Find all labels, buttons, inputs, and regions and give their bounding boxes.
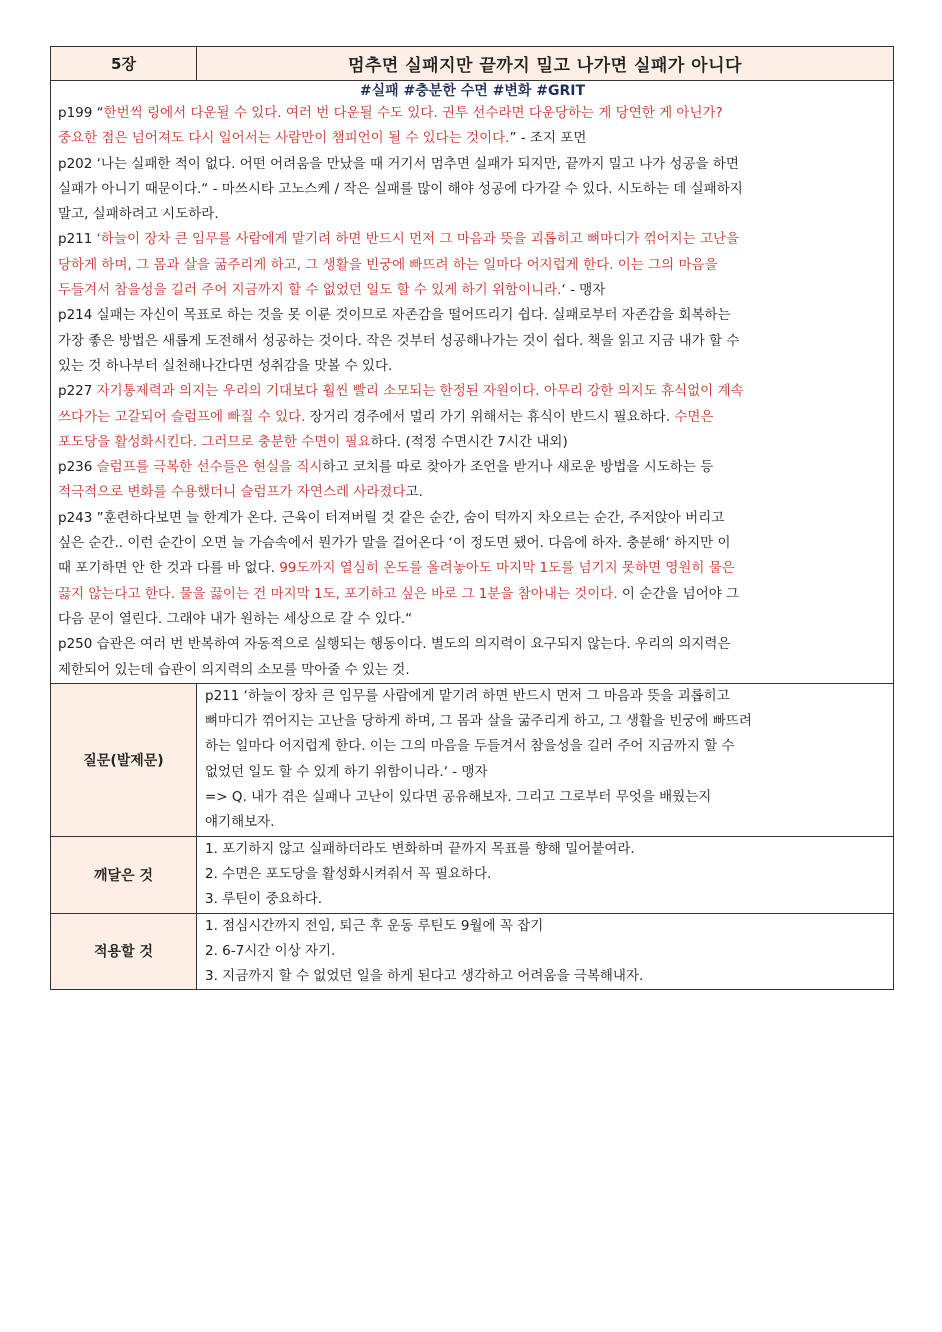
section-line: 뼈마디가 꺾어지는 고난을 당하게 하며, 그 몸과 살을 굶주리게 하고, 그 생활을 빈궁에 빠뜨려 <box>205 713 752 730</box>
passages <box>58 101 887 683</box>
section-content-apply <box>197 913 894 990</box>
section-row-realization <box>51 836 894 913</box>
chapter-number: 5장 <box>51 47 197 81</box>
section-line: => Q. 내가 겪은 실패나 고난이 있다면 공유해보자. 그리고 그로부터 무엇을 배웠는지 <box>205 789 712 806</box>
passage <box>58 152 887 228</box>
section-content-question <box>197 683 894 836</box>
section-label-realization: 깨달은 것 <box>51 836 197 913</box>
highlight-text: 한번씩 링에서 다운될 수 있다. 여러 번 다운될 수도 있다. 권투 선수라면 다운당하는 게 당연한 게 아닌가? 중요한 점은 넘어져도 다시 일어서는 사람만이 챔피언이 될 수 있다는 것이다. <box>58 105 723 147</box>
passage <box>58 455 887 506</box>
passage <box>58 303 887 379</box>
section-content-realization <box>197 836 894 913</box>
section-label-apply: 적용할 것 <box>51 913 197 990</box>
passage-text: 하고 코치를 따로 찾아가 조언을 받거나 새로운 방법을 시도하는 등 <box>322 459 714 476</box>
highlight-text: 99도까지 열심히 온도를 올려놓아도 마지막 1도를 넘기지 못하면 영원히 물은 끓지 않는다고 한다. 물을 끓이는 건 마지막 1도, 포기하고 싶은 바로 그 1분을 참아내는 것이다. <box>58 560 735 602</box>
passage-text: 고. <box>405 484 423 501</box>
hashtags: #실패 #충분한 수면 #변화 #GRIT <box>359 83 586 99</box>
section-label-question: 질문(발제문) <box>51 683 197 836</box>
section-line: 하는 일마다 어지럽게 한다. 이는 그의 마음을 두들겨서 참을성을 길러 주어 지금까지 할 수 <box>205 738 735 755</box>
section-line: 1. 점심시간까지 전임, 퇴근 후 운동 루틴도 9월에 꼭 잡기 <box>205 917 544 934</box>
passage <box>58 632 887 683</box>
header-row <box>51 47 894 81</box>
passage-text: p211 <box>58 231 97 248</box>
passage-text: p250 습관은 여러 번 반복하여 자동적으로 실행되는 행동이다. 별도의 의지력이 요구되지 않는다. 우리의 의지력은 제한되어 있는데 습관이 의지력의 소모를 막아줄 수 있는 것. <box>58 636 731 678</box>
passage-text: 장거리 경주에서 멀리 가기 위해서는 휴식이 반드시 필요하다. <box>305 408 675 425</box>
passage-text: 하다. (적정 수면시간 7시간 내외) <box>370 433 568 450</box>
section-line: 3. 지금까지 할 수 없었던 일을 하게 된다고 생각하고 어려움을 극복해내자. <box>205 968 644 985</box>
highlight-text: 적극적으로 변화를 수용했더니 슬럼프가 자연스레 사라졌다 <box>58 484 406 501</box>
highlight-text: 슬럼프를 극복한 선수들은 현실을 직시 <box>96 459 323 476</box>
section-row-apply <box>51 913 894 990</box>
passage-text: p199 “ <box>58 105 104 121</box>
section-line: 1. 포기하지 않고 실패하더라도 변화하며 끝까지 목표를 향해 밀어붙여라. <box>205 840 635 857</box>
passage-text: ” - 조지 포먼 <box>509 130 587 147</box>
section-line: 3. 루틴이 중요하다. <box>205 891 323 908</box>
summary-cell <box>51 81 894 684</box>
passage-text: p227 <box>58 383 97 400</box>
passage <box>58 101 887 152</box>
highlight-text: 자기통제력과 의지는 우리의 기대보다 훨씬 빨리 소모되는 한정된 자원이다. 아무리 강한 의지도 휴식없이 계속 쓰다가는 고갈되어 슬럼프에 빠질 수 있다. <box>58 383 744 425</box>
reading-note-table <box>50 46 894 990</box>
passage <box>58 506 887 632</box>
passage-text: 이 순간을 넘어야 그 다음 문이 열린다. 그래야 내가 원하는 세상으로 갈 수 있다.“ <box>58 585 740 627</box>
section-line: p211 ‘하늘이 장차 큰 임무를 사람에게 맡기려 하면 반드시 먼저 그 마음과 뜻을 괴롭히고 <box>205 687 730 704</box>
section-line: 2. 6-7시간 이상 자기. <box>205 942 336 959</box>
passage-text: p214 실패는 자신이 목표로 하는 것을 못 이룬 것이므로 자존감을 떨어뜨리기 쉽다. 실패로부터 자존감을 회복하는 가장 좋은 방법은 새롭게 도전해서 성공하는 것이다. 작은 것부터 성공해나가는 것이 쉽다. 책을 읽고 지금 내가 할 수 있는 것 하나부터 실천해나간다면 성취감을 맛볼 수 있다. <box>58 307 740 374</box>
highlight-text: ‘하늘이 장차 큰 임무를 사람에게 맡기려 하면 반드시 먼저 그 마음과 뜻을 괴롭히고 뼈마디가 꺾어지는 고난을 당하게 하며, 그 몸과 살을 굶주리게 하고, 그 생활을 빈궁에 빠뜨려 하는 일마다 어지럽게 한다. 이는 그의 마음을 두들겨서 참을성을 길러 주어 지금까지 할 수 없었던 일도 할 수 있게 하기 위함이니라. <box>58 231 740 299</box>
passage <box>58 379 887 455</box>
passage <box>58 227 887 303</box>
section-line: 얘기해보자. <box>205 814 275 831</box>
chapter-title: 멈추면 실패지만 끝까지 밀고 나가면 실패가 아니다 <box>197 47 894 81</box>
passage-text: p236 <box>58 459 97 476</box>
section-line: 2. 수면은 포도당을 활성화시켜줘서 꼭 필요하다. <box>205 865 492 882</box>
highlight-text: 수면은 포도당을 활성화시킨다. 그러므로 충분한 수면이 필요 <box>58 408 714 450</box>
section-line: 없었던 일도 할 수 있게 하기 위함이니라.‘ - 맹자 <box>205 763 488 780</box>
passage-text: p202 ‘나는 실패한 적이 없다. 어떤 어려움을 만났을 때 거기서 멈추면 실패가 되지만, 끝까지 밀고 나가 성공을 하면 실패가 아니기 때문이다.“ - 마쓰시타 고노스케 / 작은 실패를 많이 해야 성공에 다가갈 수 있다. 시도하는 데 실패하지 말고, 실패하려고 시도하라. <box>58 155 743 223</box>
summary-row <box>51 81 894 684</box>
passage-text: p243 ”훈련하다보면 늘 한계가 온다. 근육이 터져버릴 것 같은 순간, 숨이 턱까지 차오르는 순간, 주저앉아 버리고 싶은 순간.. 이런 순간이 오면 늘 가슴속에서 뭔가가 말을 걸어온다 ‘이 정도면 됐어. 다음에 하자. 충분해‘ 하지만 이 때 포기하면 안 한 것과 다를 바 없다. <box>58 509 731 577</box>
passage-text: ‘ - 맹자 <box>561 282 606 299</box>
section-row-question <box>51 683 894 836</box>
